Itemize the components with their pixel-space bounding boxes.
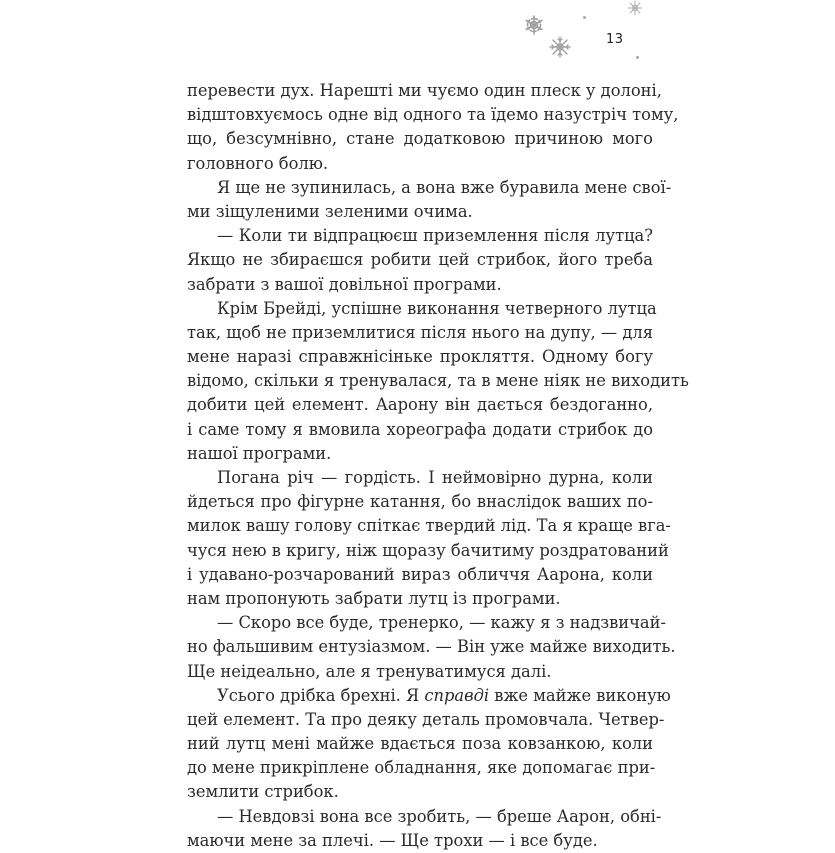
text-line: Я ще не зупинилась, а вона вже буравила мене свої- (217, 177, 672, 197)
text-line: до мене прикріплене обладнання, яке допомагає при- (187, 758, 656, 778)
text-line: — Коли ти відпрацюєш приземлення після лутца? (217, 226, 653, 246)
text-line: цей елемент. Та про деяку деталь промовчала. Четвер- (187, 709, 665, 729)
text-line: милок вашу голову спіткає твердий лід. Та я краще вга- (187, 516, 671, 536)
snowflake-icon (549, 36, 571, 58)
snow-dot (583, 16, 586, 19)
text-line: і удавано-розчарований вираз обличчя Аарона, коли (187, 564, 653, 584)
text-line: добити цей елемент. Аарону він дається бездоганно, (187, 395, 653, 415)
text-line: відштовхуємось одне від одного та їдемо назустріч тому, (187, 105, 679, 125)
snowflake-icon (627, 0, 643, 16)
text-line: — Скоро все буде, тренерко, — кажу я з надзвичай- (217, 613, 666, 633)
text-line: перевести дух. Нарешті ми чуємо один плеск у долоні, (187, 81, 662, 100)
text-line: нам пропонують забрати лутц із програми. (187, 588, 561, 608)
text-line: но фальшивим ентузіазмом. — Він уже майже виходить. (187, 637, 676, 657)
text-line: головного болю. (187, 153, 329, 173)
text-line: Погана річ — гордість. І неймовірно дурна, коли (217, 468, 653, 487)
text-line: забрати з вашої довільної програми. (187, 274, 502, 294)
text-line: мене наразі справжнісінькe прокляття. Одному богу (187, 347, 653, 367)
text-line: маючи мене за плечі. — Ще трохи — і все буде. (187, 830, 598, 850)
emphasis-text: справді (424, 685, 490, 705)
text-line: і саме тому я вмовила хореографа додати стрибок до (187, 419, 653, 439)
text-fragment: Усього дрібка брехні. Я (217, 685, 425, 705)
text-line: ми зіщуленими зеленими очима. (187, 201, 473, 221)
snow-dot (636, 56, 639, 59)
page-number: 13 (606, 32, 624, 47)
text-line: нашої програми. (187, 443, 332, 463)
text-line: йдеться про фігурне катання, бо внаслідок ваших по- (187, 492, 653, 512)
text-line: землити стрибок. (187, 782, 339, 802)
text-line: так, щоб не приземлитися після нього на дупу, — для (187, 322, 653, 342)
text-line: ний лутц мені майже вдається поза ковзанкою, коли (187, 734, 653, 754)
text-fragment: вже майже виконую (489, 685, 671, 705)
text-line: Крім Брейді, успішне виконання четверного лутца (217, 298, 657, 318)
text-line: чуся нею в кригу, ніж щоразу бачитиму роздратований (187, 540, 669, 560)
body-text (187, 79, 689, 853)
text-line: Якщо не збираєшся робити цей стрибок, його треба (187, 250, 653, 270)
text-line (187, 684, 671, 708)
text-line: — Невдовзі вона все зробить, — бреше Аарон, обні- (217, 806, 662, 826)
text-line: що, безсумнівно, стане додатковою причиною мого (187, 129, 653, 149)
text-line: відомо, скільки я тренувалася, та в мене ніяк не виходить (187, 371, 689, 391)
text-line: Ще неідеально, але я тренуватимуся далі. (187, 661, 552, 681)
snowflake-icon (523, 14, 545, 36)
